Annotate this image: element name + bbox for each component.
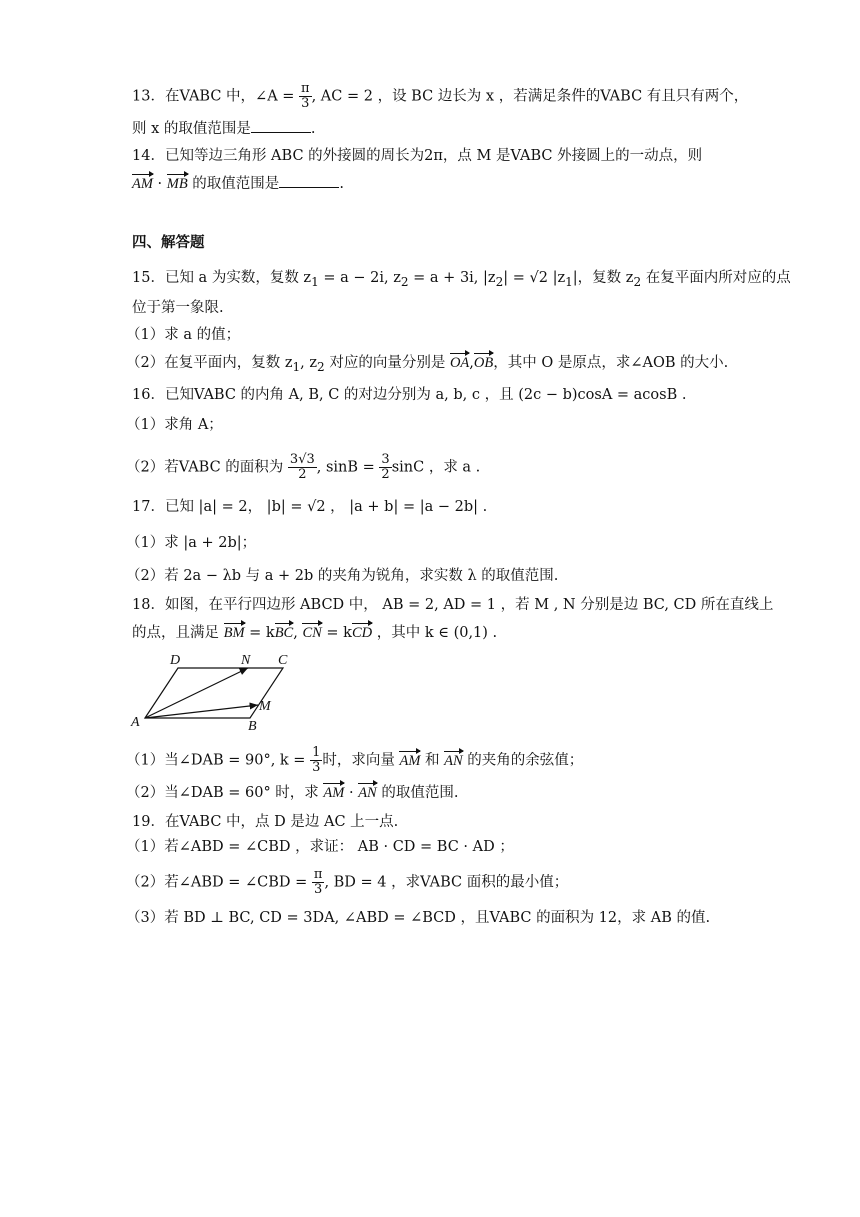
q16-frac1 xyxy=(288,453,317,482)
vector-cd: CD xyxy=(351,625,373,641)
q18-p1-c: 和 xyxy=(420,752,445,769)
q15-p2-d: ，其中 O 是原点，求∠AOB 的大小. xyxy=(493,355,729,371)
q13-frac-den: 3 xyxy=(301,96,310,111)
q16-text: 已知VABC 的内角 A, B, C 的对边分别为 a, b, c ，且 (2c − b)cosA = acosB . xyxy=(164,387,687,403)
q19-part3 xyxy=(126,908,710,928)
q18-text-f: ，其中 k ∈ (0,1) . xyxy=(372,625,498,641)
q15-text-e: |，复数 z xyxy=(572,270,634,286)
vector-cn: CN xyxy=(302,625,322,641)
vector-am-3: AM xyxy=(323,785,345,801)
q16-frac2-den: 2 xyxy=(381,467,390,482)
vector-an-2: AN xyxy=(358,785,377,801)
q15-p2-b: , z xyxy=(300,355,318,371)
q16-p2-a: （2）若VABC 的面积为 xyxy=(126,459,284,476)
vector-am: AM xyxy=(132,176,153,192)
q17-part1 xyxy=(126,533,256,553)
q19-part1 xyxy=(126,837,514,857)
q13-answer-blank[interactable] xyxy=(251,118,311,133)
vector-am-arrow xyxy=(145,705,258,718)
q15-text-c: = a + 3i, |z xyxy=(408,270,496,286)
q14-number: 14． xyxy=(132,148,165,164)
q16-line1 xyxy=(132,385,686,405)
q18-text-e: = k xyxy=(321,625,352,641)
q15-text-d: | = √2 |z xyxy=(503,270,566,286)
q15-comma: , xyxy=(469,355,474,371)
q13-text-c: 则 x 的取值范围是 xyxy=(132,121,251,137)
vector-bc: BC xyxy=(274,625,294,641)
q16-frac2-num: 3 xyxy=(381,452,390,467)
q18-p2-dot: · xyxy=(344,785,359,801)
q15-text-b: = a − 2i, z xyxy=(318,270,401,286)
q17-number: 17． xyxy=(132,499,165,515)
q18-text-a: 如图，在平行四边形 ABCD 中， AB = 2, AD = 1 ，若 M , N 分别是边 BC, CD 所在直线上 xyxy=(164,597,774,613)
q15-number: 15． xyxy=(132,270,165,286)
q17-p2-text: （2）若 2a − λb 与 a + 2b 的夹角为锐角，求实数 λ 的取值范围. xyxy=(126,568,559,584)
q19-part2 xyxy=(126,868,568,897)
q18-frac xyxy=(310,746,322,775)
q19-frac xyxy=(312,868,325,897)
q19-p2-b: , BD = 4 ，求VABC 面积的最小值； xyxy=(324,874,569,891)
q18-p2-a: （2）当∠DAB = 60° 时，求 xyxy=(126,785,324,801)
q16-number: 16． xyxy=(132,387,165,403)
q13-text-a: 在VABC 中，∠A = xyxy=(164,88,295,105)
q19-p3-text: （3）若 BD ⊥ BC, CD = 3DA, ∠ABD = ∠BCD ，且VABC 的面积为 12，求 AB 的值. xyxy=(126,910,711,926)
q15-part1 xyxy=(126,325,240,345)
q15-text-a: 已知 a 为实数，复数 z xyxy=(164,270,312,286)
q15-p1-text: （1）求 a 的值； xyxy=(126,327,241,343)
q19-text: 在VABC 中，点 D 是边 AC 上一点. xyxy=(164,814,399,830)
q19-frac-num: π xyxy=(313,867,323,882)
q16-p1-text: （1）求角 A； xyxy=(126,417,223,433)
parallelogram-figure xyxy=(128,650,298,735)
q19-number: 19． xyxy=(132,814,165,830)
q19-frac-den: 3 xyxy=(314,882,323,897)
q18-frac-den: 3 xyxy=(312,760,321,775)
q14-text-a: 已知等边三角形 ABC 的外接圆的周长为2π，点 M 是VABC 外接圆上的一动点，则 xyxy=(164,148,703,164)
q17-line1 xyxy=(132,497,487,517)
q14-line2 xyxy=(132,173,344,194)
q14-text-b: 的取值范围是 xyxy=(187,176,280,192)
vector-an: AN xyxy=(444,752,463,769)
q16-part1 xyxy=(126,415,223,435)
q17-text: 已知 |a| = 2， |b| = √2 ， |a + b| = |a − 2b| . xyxy=(164,499,488,515)
q18-part2 xyxy=(126,783,458,803)
label-m: M xyxy=(259,699,271,714)
q18-text-c: = k xyxy=(244,625,275,641)
q18-text-d: , xyxy=(293,625,303,641)
vector-mb: MB xyxy=(166,176,188,192)
label-c: C xyxy=(278,653,288,668)
label-d: D xyxy=(170,653,181,668)
q13-text-b: , AC = 2 ，设 BC 边长为 x ，若满足条件的VABC 有且只有两个， xyxy=(311,88,749,105)
q17-p1-text: （1）求 |a + 2b|； xyxy=(126,535,257,551)
q16-frac2 xyxy=(379,453,391,482)
q18-p1-b: 时，求向量 xyxy=(322,752,400,769)
vector-bm: BM xyxy=(223,625,245,641)
q18-p2-b: 的取值范围. xyxy=(376,785,459,801)
q13-line2 xyxy=(132,118,316,139)
q15-part2: （2）在复平面内，复数 $z_1$, $z_2$ 对应的向量分别是 OA,OB，其中 O 是原点，求∠AOB 的大小. xyxy=(126,355,729,374)
q18-number: 18． xyxy=(132,597,165,613)
q13-fraction xyxy=(299,82,312,111)
q14-end: . xyxy=(339,176,344,192)
q18-text-b: 的点，且满足 xyxy=(132,625,224,641)
q13-number: 13． xyxy=(132,88,165,105)
section-heading: 四、解答题 xyxy=(132,235,205,251)
q14-line1 xyxy=(132,146,702,166)
q16-p2-b: , sinB = xyxy=(316,459,375,476)
q18-line1 xyxy=(132,595,773,615)
q14-answer-blank[interactable] xyxy=(279,173,339,188)
q19-line1 xyxy=(132,812,398,832)
label-n: N xyxy=(241,653,251,668)
q16-frac1-num: 3√3 xyxy=(289,452,315,467)
q15-line2 xyxy=(132,298,224,318)
q18-frac-num: 1 xyxy=(312,745,321,760)
vector-am-2: AM xyxy=(399,752,421,769)
dot-op: · xyxy=(152,176,167,192)
q13-frac-num: π xyxy=(301,81,310,96)
q15-p2-a: （2）在复平面内，复数 z xyxy=(126,355,293,371)
vector-an-arrow xyxy=(145,668,248,718)
q13-line1 xyxy=(132,82,748,111)
q19-p2-a: （2）若∠ABD = ∠CBD = xyxy=(126,874,308,891)
q19-p1-text: （1）若∠ABD = ∠CBD ，求证： AB · CD = BC · AD ； xyxy=(126,839,514,855)
q18-part1 xyxy=(126,746,583,775)
vector-ob: OB xyxy=(473,355,494,371)
q17-part2 xyxy=(126,566,558,586)
q15-line1: 15．已知 a 为实数，复数 $z_1 = a - 2i$, $z_2 = a + 3i$, $|z_2| = √2$ $|z_1|$，复数 $z_2$ 在复平面内所对应的点 xyxy=(132,270,791,289)
q18-line2 xyxy=(132,623,497,643)
q13-end: . xyxy=(310,121,316,137)
q16-part2 xyxy=(126,453,480,482)
q15-text-g: 位于第一象限. xyxy=(132,300,224,316)
q15-text-f: 在复平面内所对应的点 xyxy=(641,270,791,286)
vector-oa: OA xyxy=(449,355,470,371)
q16-frac1-den: 2 xyxy=(298,467,307,482)
q18-p1-a: （1）当∠DAB = 90°, k = xyxy=(126,752,306,769)
label-a: A xyxy=(131,715,140,730)
q18-p1-d: 的夹角的余弦值； xyxy=(462,752,584,769)
q15-p2-c: 对应的向量分别是 xyxy=(324,355,450,371)
q16-p2-c: sinC ，求 a . xyxy=(391,459,481,476)
label-b: B xyxy=(248,719,257,734)
